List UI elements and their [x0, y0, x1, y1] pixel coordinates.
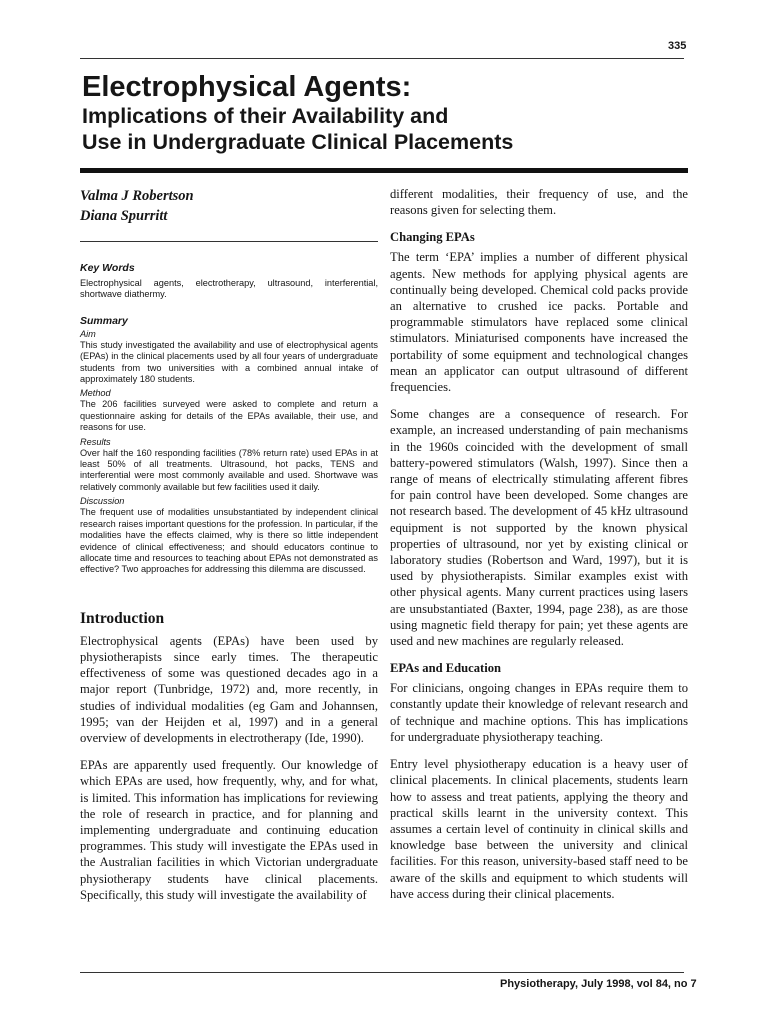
- epas-education-heading: EPAs and Education: [390, 661, 502, 676]
- footer-rule: [80, 972, 684, 973]
- top-rule: [80, 58, 684, 59]
- title-block: [82, 72, 702, 155]
- author-list: [80, 182, 378, 226]
- keywords-heading: Key Words: [80, 262, 135, 274]
- summary-section: [80, 315, 378, 576]
- keywords-section: [80, 262, 378, 301]
- summary-paragraph: Over half the 160 responding facilities (78% return rate) used EPAs in at least 50% of all treatments. Ultrasound, hot packs, TENS and interferential were most commonly available and used. Shortwave was relatively commonly available but few facilities used it daily.: [80, 447, 378, 492]
- article-title: Electrophysical Agents:: [82, 71, 412, 103]
- summary-discussion: [80, 496, 378, 575]
- summary-subheading: Method: [80, 388, 111, 399]
- journal-footer: Physiotherapy, July 1998, vol 84, no 7: [500, 978, 697, 990]
- keywords-text: Electrophysical agents, electrotherapy, ultrasound, interferential, shortwave diathermy.: [80, 278, 378, 300]
- summary-paragraph: This study investigated the availability and use of electrophysical agents (EPAs) in the clinical placements used by all four years of undergraduate students from two universities with a combined annual intake of approximately 180 students.: [80, 339, 378, 385]
- page-number: 335: [668, 40, 687, 52]
- changing-epas-paragraph: The term ‘EPA’ implies a number of different physical agents. New methods for applying physical agents are continually being developed. Chemical cold packs provide an alternative to crushed ice packs. Portable and programmable stimulators have replaced some clinical stimulators. Miniaturised components have increased the portability of some equipment and technological changes mean an applicator can output ultrasound of different frequencies.: [390, 250, 688, 395]
- summary-results: [80, 437, 378, 494]
- summary-aim: [80, 329, 378, 386]
- title-rule: [80, 168, 688, 173]
- introduction-paragraph: Electrophysical agents (EPAs) have been used by physiotherapists since early times. The therapeutic effectiveness of some was questioned decades ago in a major report (Tunbridge, 1972) and, more recently, in studies of individual modalities (eg Gam and Johannsen, 1995; van der Heijden et al, 1997) and in a general overview of developments in electrotherapy (Ide, 1990).: [80, 633, 378, 745]
- summary-paragraph: The 206 facilities surveyed were asked to complete and return a questionnaire asking for details of the EPAs available, their use, and reasons for use.: [80, 399, 378, 433]
- author-name: Diana Spurritt: [80, 208, 168, 224]
- author-name: Valma J Robertson: [80, 188, 194, 204]
- summary-subheading: Aim: [80, 328, 96, 339]
- changing-epas-paragraph: Some changes are a consequence of research. For example, an increased understanding of pain mechanisms in the 1960s coincided with the development of small battery-powered stimulators (Walsh, 1997). Since then a range of means of electrically stimulating afferent fibres for pain control have been developed. Some changes are not research based. The development of 45 kHz ultrasound equipment is not supported by the known physical properties of ultrasound, nor yet by existing clinical or laboratory studies (Robertson and Ward, 1997), but it is used by physiotherapists. Similar examples exist with other physical agents. Many current practices using lasers are unsubstantiated (Baxter, 1994, page 238), as are those using magnetic field therapy for pain; yet these agents are used and new machines are regularly released.: [390, 407, 688, 649]
- summary-subheading: Discussion: [80, 496, 125, 507]
- changing-epas-heading: Changing EPAs: [390, 230, 475, 245]
- epas-education-paragraph: For clinicians, ongoing changes in EPAs require them to constantly update their knowledge of relevant research and of technique and machine options. This has implications for undergraduate physiotherapy teaching.: [390, 681, 688, 744]
- summary-paragraph: The frequent use of modalities unsubstantiated by independent clinical research raises important questions for the profession. In particular, if the modalities have the effects claimed, why is there so little independent evidence of clinical effectiveness; and should educators continue to allocate time and resources to teaching about EPAs not demonstrated as effective? Two approaches for addressing this dilemma are discussed.: [80, 507, 378, 575]
- left-column: [80, 182, 378, 914]
- author-rule: [80, 241, 378, 242]
- summary-heading: Summary: [80, 314, 128, 327]
- summary-method: [80, 388, 378, 433]
- continued-paragraph: different modalities, their frequency of use, and the reasons given for selecting them.: [390, 187, 688, 218]
- epas-education-paragraph: Entry level physiotherapy education is a heavy user of clinical placements. In clinical placements, students learn how to assess and treat patients, applying the theory and practical skills learnt in the university context. This assumes a certain level of continuity in clinical skills and knowledge base between the university and clinical facilities. For this reason, university-based staff need to be aware of the skills and equipment to which students will have access during their clinical placements.: [390, 757, 688, 901]
- article-subtitle-line-1: Implications of their Availability and: [82, 104, 449, 128]
- right-column: [390, 186, 688, 913]
- article-subtitle-line-2: Use in Undergraduate Clinical Placements: [82, 130, 514, 154]
- introduction-paragraph: EPAs are apparently used frequently. Our knowledge of which EPAs are used, how frequently, why, and for what, is limited. This information has implications for reviewing the role of research in practice, and for planning and implementing undergraduate and continuing education programmes. This study will investigate the EPAs used in the Australian facilities in which Victorian undergraduate physiotherapy students have clinical placements. Specifically, this study will investigate the availability of: [80, 758, 378, 902]
- introduction-heading: Introduction: [80, 609, 165, 627]
- summary-subheading: Results: [80, 436, 111, 447]
